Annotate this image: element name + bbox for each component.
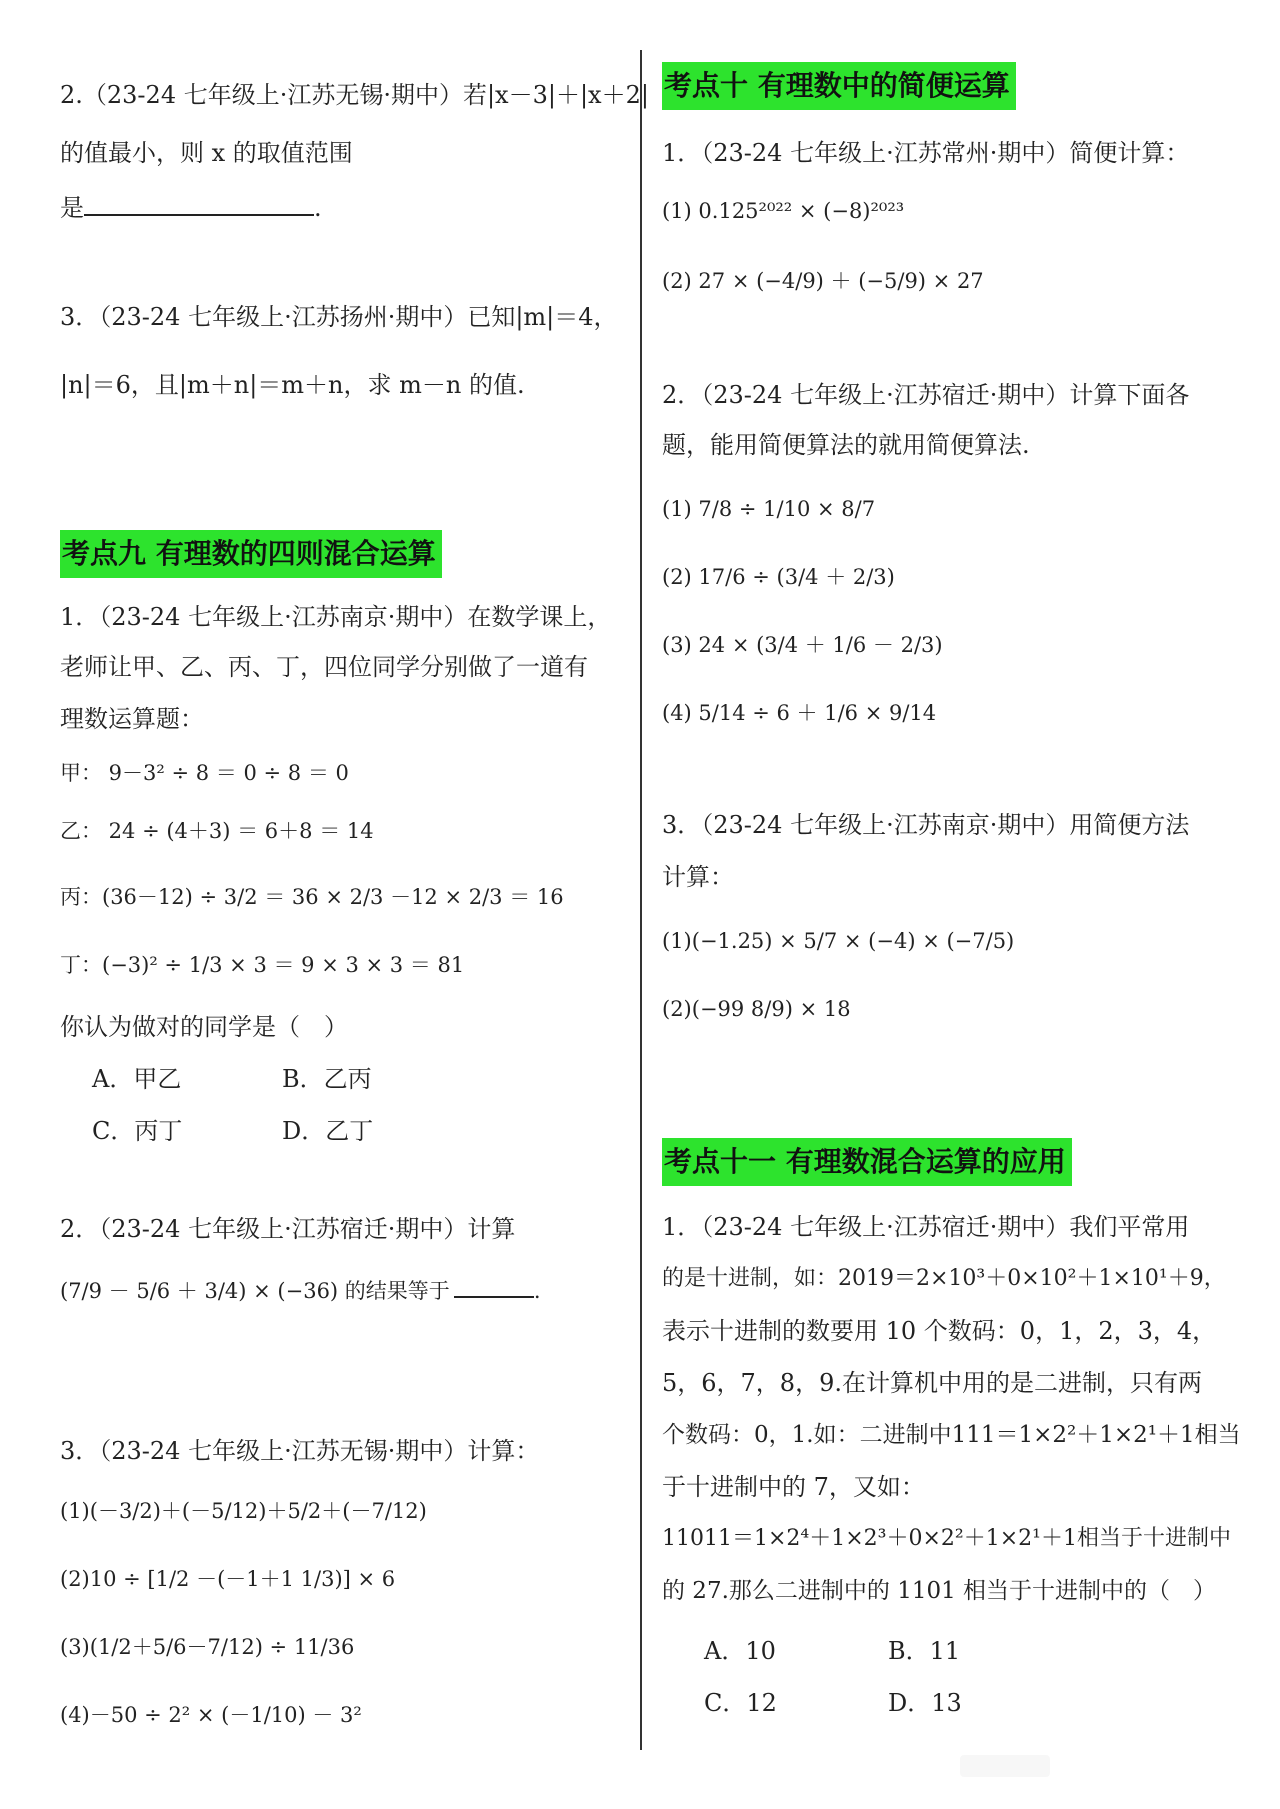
section-heading-11: 考点十一 有理数混合运算的应用 xyxy=(662,1138,1072,1186)
s10-question-1-text: 1．（23-24 七年级上·江苏常州·期中）简便计算： xyxy=(662,139,1190,167)
s9-question-2-expression: (7/9 － 5/6 ＋ 3/4) × (−36) 的结果等于 . xyxy=(60,1274,541,1306)
s10-question-2-part-1: (1) 7/8 ÷ 1/10 × 8/7 xyxy=(662,497,876,521)
s11-question-1-text-7: 11011＝1×2⁴＋1×2³＋0×2²＋1×2¹＋1相当于十进制中 xyxy=(662,1526,1231,1551)
question-3-text-cont: |n|＝6，且|m＋n|＝m＋n，求 m－n 的值. xyxy=(60,371,525,399)
s11-question-1-text-3: 表示十进制的数要用 10 个数码：0，1，2，3，4， xyxy=(662,1317,1217,1345)
column-divider xyxy=(640,50,642,1750)
student-ding-work: 丁：(−3)² ÷ 1/3 × 3 ＝ 9 × 3 × 3 ＝ 81 xyxy=(60,953,465,977)
s10-question-2-part-2: (2) 17/6 ÷ (3/4 ＋ 2/3) xyxy=(662,565,895,589)
s10-question-3-text-cont: 计算： xyxy=(662,863,734,891)
s9-question-1-text-cont: 老师让甲、乙、丙、丁，四位同学分别做了一道有 xyxy=(60,653,588,681)
question-2-text: 2.（23-24 七年级上·江苏无锡·期中）若|x－3|＋|x＋2| xyxy=(60,81,649,109)
section-heading-9: 考点九 有理数的四则混合运算 xyxy=(60,530,442,578)
question-3-text: 3．（23-24 七年级上·江苏扬州·期中）已知|m|＝4， xyxy=(60,303,618,331)
s11-question-1-text: 1．（23-24 七年级上·江苏宿迁·期中）我们平常用 xyxy=(662,1213,1190,1241)
s10-question-3-part-1: (1)(−1.25) × 5/7 × (−4) × (−7/5) xyxy=(662,929,1015,953)
s9-question-2-text: 2．（23-24 七年级上·江苏宿迁·期中）计算 xyxy=(60,1215,516,1243)
s11-question-1-text-4: 5，6，7，8，9.在计算机中用的是二进制，只有两 xyxy=(662,1369,1202,1397)
s10-question-1-part-1: (1) 0.125²⁰²² × (−8)²⁰²³ xyxy=(662,199,905,223)
answer-blank[interactable] xyxy=(84,192,314,216)
s9-question-1-text-cont2: 理数运算题： xyxy=(60,705,204,733)
option-b[interactable]: B．乙丙 xyxy=(282,1065,372,1093)
option-d[interactable]: D．13 xyxy=(888,1689,962,1717)
question-2-text-cont: 的值最小，则 x 的取值范围 xyxy=(60,139,353,167)
question-2-answer-line: 是 . xyxy=(60,194,322,222)
s10-question-2-text: 2．（23-24 七年级上·江苏宿迁·期中）计算下面各 xyxy=(662,381,1190,409)
option-c[interactable]: C．丙丁 xyxy=(92,1117,183,1145)
s9-question-1-ask: 你认为做对的同学是（ ） xyxy=(60,1013,348,1041)
question-2-text-end: 是 xyxy=(60,194,84,222)
option-d[interactable]: D．乙丁 xyxy=(282,1117,374,1145)
option-b[interactable]: B．11 xyxy=(888,1637,961,1665)
s11-question-1-text-8: 的 27.那么二进制中的 1101 相当于十进制中的（ ） xyxy=(662,1578,1217,1604)
watermark-overlay xyxy=(960,1755,1050,1777)
s9-question-3-part-2: (2)10 ÷ [1/2 －(－1＋1 1/3)] × 6 xyxy=(60,1567,396,1591)
s9-question-3-part-1: (1)(－3/2)＋(－5/12)＋5/2＋(－7/12) xyxy=(60,1499,427,1523)
s10-question-1-part-2: (2) 27 × (−4/9) ＋ (−5/9) × 27 xyxy=(662,269,984,293)
s9-question-2-formula: (7/9 － 5/6 ＋ 3/4) × (−36) 的结果等于 xyxy=(60,1279,450,1303)
s10-question-2-part-4: (4) 5/14 ÷ 6 ＋ 1/6 × 9/14 xyxy=(662,701,937,725)
s11-question-1-text-6: 于十进制中的 7，又如： xyxy=(662,1473,925,1501)
student-bing-work: 丙：(36－12) ÷ 3/2 ＝ 36 × 2/3 －12 × 2/3 ＝ 16 xyxy=(60,885,564,909)
s10-question-3-part-2: (2)(−99 8/9) × 18 xyxy=(662,997,851,1021)
s9-question-3-part-3: (3)(1/2＋5/6－7/12) ÷ 11/36 xyxy=(60,1635,355,1659)
s11-question-1-text-5: 个数码：0，1.如：二进制中111＝1×2²＋1×2¹＋1相当 xyxy=(662,1422,1241,1448)
option-a[interactable]: A．10 xyxy=(704,1637,776,1665)
s10-question-2-text-cont: 题，能用简便算法的就用简便算法. xyxy=(662,431,1030,459)
section-heading-10: 考点十 有理数中的简便运算 xyxy=(662,62,1016,110)
s11-question-1-text-2: 的是十进制，如：2019＝2×10³＋0×10²＋1×10¹＋9， xyxy=(662,1266,1226,1291)
s9-question-3-part-4: (4)－50 ÷ 2² × (－1/10) － 3² xyxy=(60,1703,362,1727)
s9-question-3-text: 3．（23-24 七年级上·江苏无锡·期中）计算： xyxy=(60,1437,540,1465)
option-c[interactable]: C．12 xyxy=(704,1689,777,1717)
student-yi-work: 乙： 24 ÷ (4＋3) ＝ 6＋8 ＝ 14 xyxy=(60,819,374,843)
student-jia-work: 甲： 9－3² ÷ 8 ＝ 0 ÷ 8 ＝ 0 xyxy=(60,761,349,785)
s10-question-2-part-3: (3) 24 × (3/4 ＋ 1/6 － 2/3) xyxy=(662,633,943,657)
answer-blank[interactable] xyxy=(454,1274,534,1298)
s9-question-1-text: 1．（23-24 七年级上·江苏南京·期中）在数学课上， xyxy=(60,603,612,631)
option-a[interactable]: A．甲乙 xyxy=(92,1065,182,1093)
s10-question-3-text: 3．（23-24 七年级上·江苏南京·期中）用简便方法 xyxy=(662,811,1190,839)
